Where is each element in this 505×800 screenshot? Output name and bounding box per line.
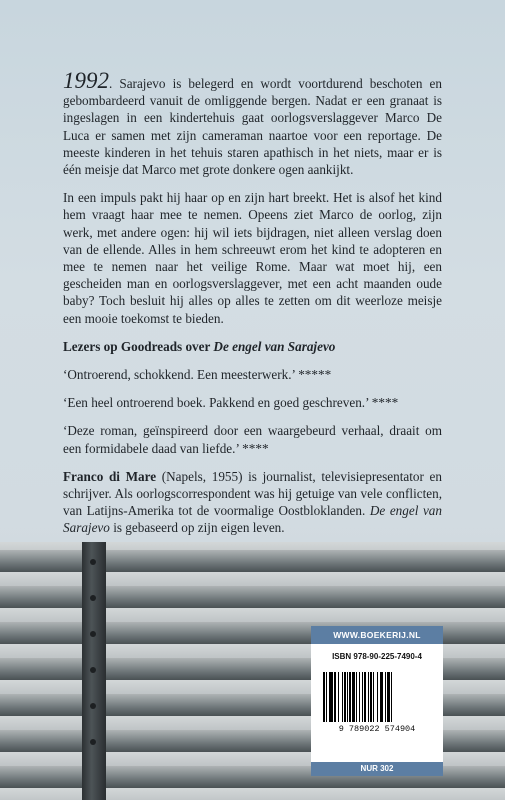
back-cover-text <box>63 68 442 548</box>
blurb-paragraph-2: In een impuls pakt hij haar op en zijn hart breekt. Het is alsof het kind hem vraagt haar mee te nemen. Opeens ziet Marco de oorlog, zijn werk, met andere ogen: hij wil iets bijdragen, niet alleen verslag doen van de ellende. Alles in hem schreeuwt erom het kind te adopteren en mee te nemen naar het veilige Rome. Maar wat moet hij, een gescheiden man en oorlogsverslaggever, met een acht maanden oude baby? Toch besluit hij alles op alles te zetten om dit weerloze meisje een mooie toekomst te bieden. <box>63 190 442 326</box>
isbn-barcode-box <box>311 626 443 762</box>
blurb-paragraph-1: 1992. Sarajevo is belegerd en wordt voortdurend beschoten en gebombardeerd vanuit de omliggende bergen. Nadat er een granaat is ingeslagen in een kindertehuis gaat oorlogsverslaggever Marco De Luca er samen met zijn cameraman naartoe voor een reportage. De meeste kinderen in het tehuis staren apathisch in het niets, maar er is één meisje dat Marco met grote donkere ogen aankijkt. <box>63 68 442 178</box>
barcode-digits: 9 789022 574904 <box>338 724 416 734</box>
isbn-number: ISBN 978-90-225-7490-4 <box>332 652 422 661</box>
review-quote: ‘Deze roman, geïnspireerd door een waargebeurd verhaal, draait om een formidabele daad van liefde.’ **** <box>63 423 442 456</box>
publisher-website: WWW.BOEKERIJ.NL <box>311 626 443 644</box>
review-quote: ‘Ontroerend, schokkend. Een meesterwerk.’ ***** <box>63 367 332 383</box>
barcode <box>323 672 431 722</box>
reviews-heading: Lezers op Goodreads over De engel van Sarajevo <box>63 338 336 354</box>
author-name: Franco di Mare <box>63 468 157 484</box>
author-bio: Franco di Mare (Napels, 1955) is journalist, televisiepresentator en schrijver. Als oorlogscorrespondent was hij getuige van vele conflicten, van Latijns-Amerika tot de voormalige Oostbloklanden. De engel van Sarajevo is gebaseerd op zijn eigen leven. <box>63 468 442 536</box>
nur-code: NUR 302 <box>311 762 443 776</box>
review-quote: ‘Een heel ontroerend boek. Pakkend en goed geschreven.’ **** <box>63 395 399 411</box>
barcode-bar <box>392 672 394 722</box>
year: 1992 <box>63 68 109 93</box>
